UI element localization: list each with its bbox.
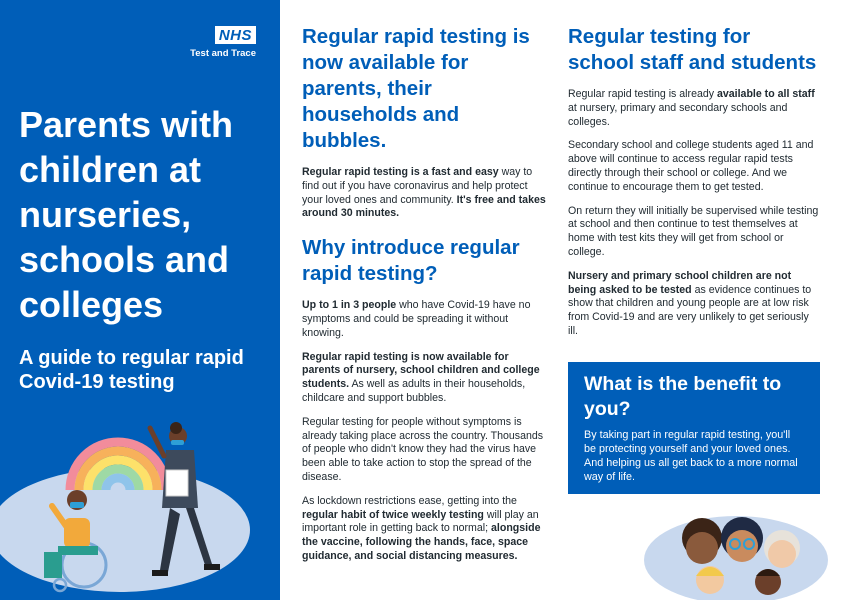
bold-text: Regular rapid testing is a fast and easy (302, 166, 499, 178)
bold-text: Up to 1 in 3 people (302, 299, 397, 312)
bold-text: It's free and takes around 30 minutes. (302, 193, 546, 220)
bold-text: alongside the vaccine, following the hands, face, space guidance, and social distancing measures. (302, 522, 541, 562)
cover-panel (0, 0, 280, 600)
family-illustration (0, 410, 280, 600)
benefit-text: By taking part in regular rapid testing, you'll be protecting yourself and your loved ones. And helping us all get back to a more normal way of life. (584, 429, 798, 483)
body-text: will play an important role in getting back to normal; (302, 508, 539, 535)
nhs-logo-subtitle: Test and Trace (190, 48, 256, 59)
middle-column (302, 24, 548, 574)
benefit-heading: What is the benefit to you? (584, 373, 782, 420)
body-text: at nursery, primary and secondary schools and colleges. (568, 101, 788, 128)
body-text: way to find out if you have coronavirus and help protect your loved ones and community. (302, 166, 533, 206)
body-text: as evidence continues to show that children and young people are at low risk from Covid-19 and are very unlikely to get seriously ill. (568, 283, 812, 337)
heading-school-staff: Regular testing for school staff and students (568, 25, 817, 74)
paragraph-primary-children (568, 270, 820, 339)
paragraph-available-for-parents (302, 351, 548, 406)
paragraph-fast-easy (302, 166, 548, 221)
cover-title: Parents with children at nurseries, schools and colleges (19, 104, 234, 325)
paragraph-staff-available (568, 88, 820, 129)
heading-why-introduce: Why introduce regular rapid testing? (302, 236, 520, 286)
nhs-logo-mark: NHS (215, 26, 256, 44)
bold-text: Nursery and primary school children are not being asked to be tested (568, 269, 792, 296)
nhs-logo (190, 26, 256, 59)
paragraph-regular-testing: Regular testing for people without symptoms is already taking place across the country. Thousands of people who didn't know they had the virus have been able to take action to stop the spread of the disease. (302, 415, 544, 483)
bold-text: regular habit of twice weekly testing (302, 508, 484, 521)
heading-availability: Regular rapid testing is now available for parents, their households and bubbles. (302, 25, 530, 152)
bold-text: Regular rapid testing is now available for parents of nursery, school children and college students. (302, 350, 540, 391)
bold-text: available to all staff (716, 88, 815, 100)
body-text: As lockdown restrictions ease, getting into the (302, 494, 517, 507)
right-column (568, 24, 820, 349)
benefit-box (568, 362, 820, 494)
body-text: Regular rapid testing is already (568, 88, 717, 100)
paragraph-on-return: On return they will initially be supervised while testing at school and then continue to test themselves at home with test kits they will get from school or college. (568, 204, 819, 258)
body-text: who have Covid-19 have no symptoms and could be spreading it without knowing. (302, 299, 531, 339)
person-face-5 (755, 569, 781, 595)
paragraph-no-symptoms (302, 299, 548, 340)
cover-subtitle: A guide to regular rapid Covid-19 testing (19, 347, 244, 393)
paragraph-lockdown (302, 495, 548, 564)
body-text: As well as adults in their households, childcare and support bubbles. (302, 378, 526, 404)
paragraph-secondary-students: Secondary school and college students aged 11 and above will continue to access regular rapid tests directly through their school or college. And we continue to encourage them to get tested. (568, 139, 814, 193)
faces-illustration (640, 498, 848, 600)
person-face-4 (696, 566, 724, 594)
